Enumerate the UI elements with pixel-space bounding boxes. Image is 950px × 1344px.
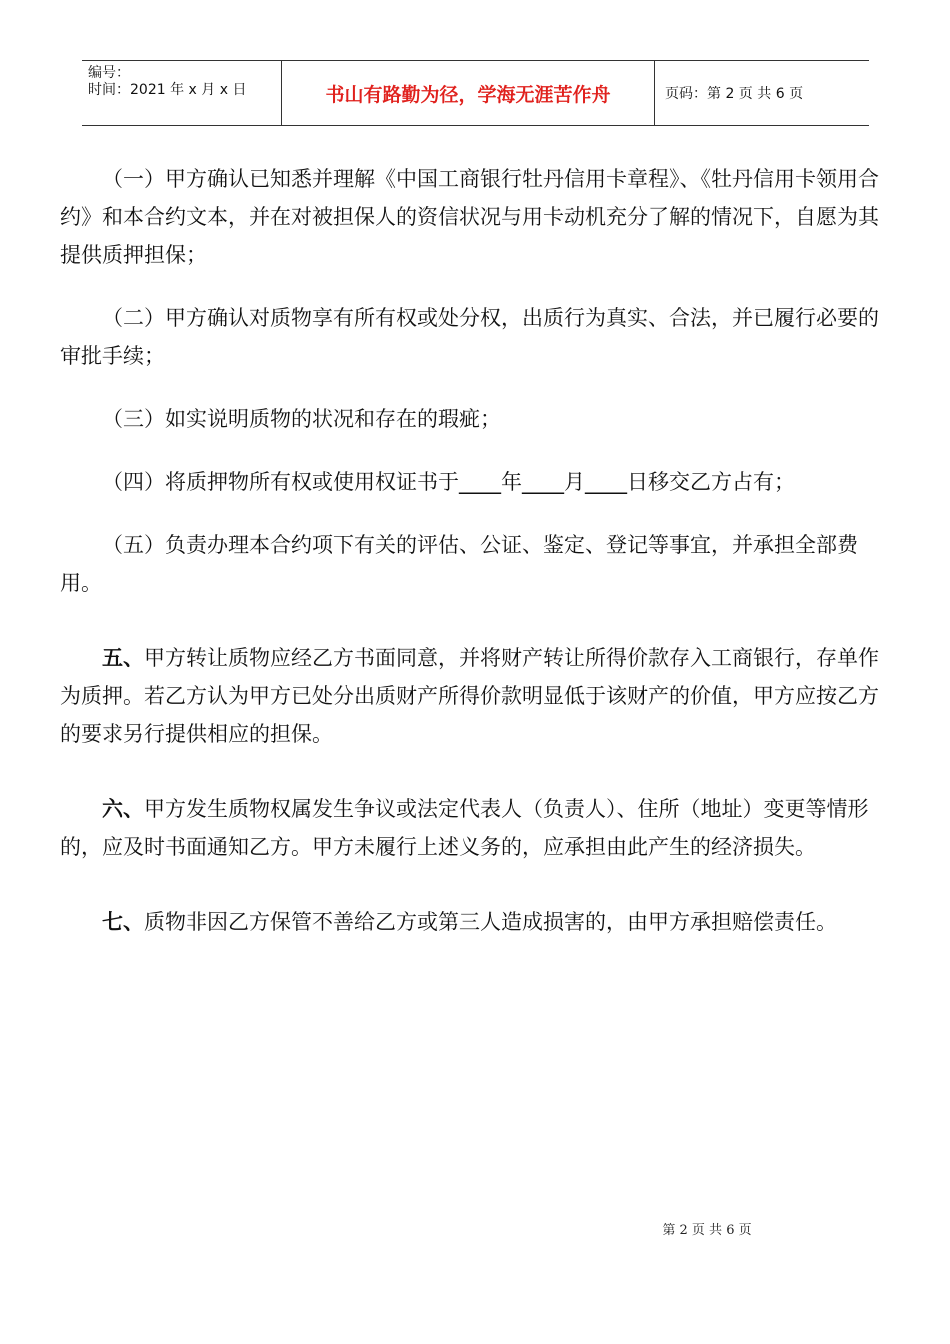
header-motto: 书山有路勤为径，学海无涯苦作舟	[282, 61, 655, 125]
clause-item-4: （四）将质押物所有权或使用权证书于____年____月____日移交乙方占有；	[102, 470, 795, 494]
section-6	[60, 790, 890, 866]
document-date: 时间：2021 年 x 月 x 日	[88, 82, 247, 98]
document-body	[60, 160, 890, 941]
section-7-heading: 七、	[102, 910, 144, 934]
section-5-text: 甲方转让质物应经乙方书面同意，并将财产转让所得价款存入工商银行，存单作为质押。若乙方认为甲方已处分出质财产所得价款明显低于该财产的价值，甲方应按乙方的要求另行提供相应的担保。	[60, 646, 879, 746]
section-7-text: 质物非因乙方保管不善给乙方或第三人造成损害的，由甲方承担赔偿责任。	[144, 910, 837, 934]
clause-item-2: （二）甲方确认对质物享有所有权或处分权，出质行为真实、合法，并已履行必要的审批手续；	[60, 306, 879, 368]
header-page-info: 页码：第 2 页 共 6 页	[665, 86, 804, 102]
clause-item-3: （三）如实说明质物的状况和存在的瑕疵；	[102, 407, 501, 431]
section-6-text: 甲方发生质物权属发生争议或法定代表人（负责人）、住所（地址）变更等情形的，应及时书面通知乙方。甲方未履行上述义务的，应承担由此产生的经济损失。	[60, 797, 869, 859]
section-5	[60, 639, 890, 753]
clause-item-1: （一）甲方确认已知悉并理解《中国工商银行牡丹信用卡章程》、《牡丹信用卡领用合约》和本合约文本，并在对被担保人的资信状况与用卡动机充分了解的情况下，自愿为其提供质押担保；	[60, 167, 879, 267]
section-6-heading: 六、	[102, 797, 144, 821]
document-header	[82, 60, 869, 126]
section-5-heading: 五、	[102, 646, 144, 670]
clause-item-5: （五）负责办理本合约项下有关的评估、公证、鉴定、登记等事宜，并承担全部费用。	[60, 533, 858, 595]
page-footer	[0, 1219, 950, 1238]
document-number-label: 编号：	[88, 65, 130, 81]
section-7	[60, 903, 890, 941]
footer-page-number: 第 2 页 共 6 页	[662, 1223, 752, 1238]
header-meta	[82, 61, 282, 125]
